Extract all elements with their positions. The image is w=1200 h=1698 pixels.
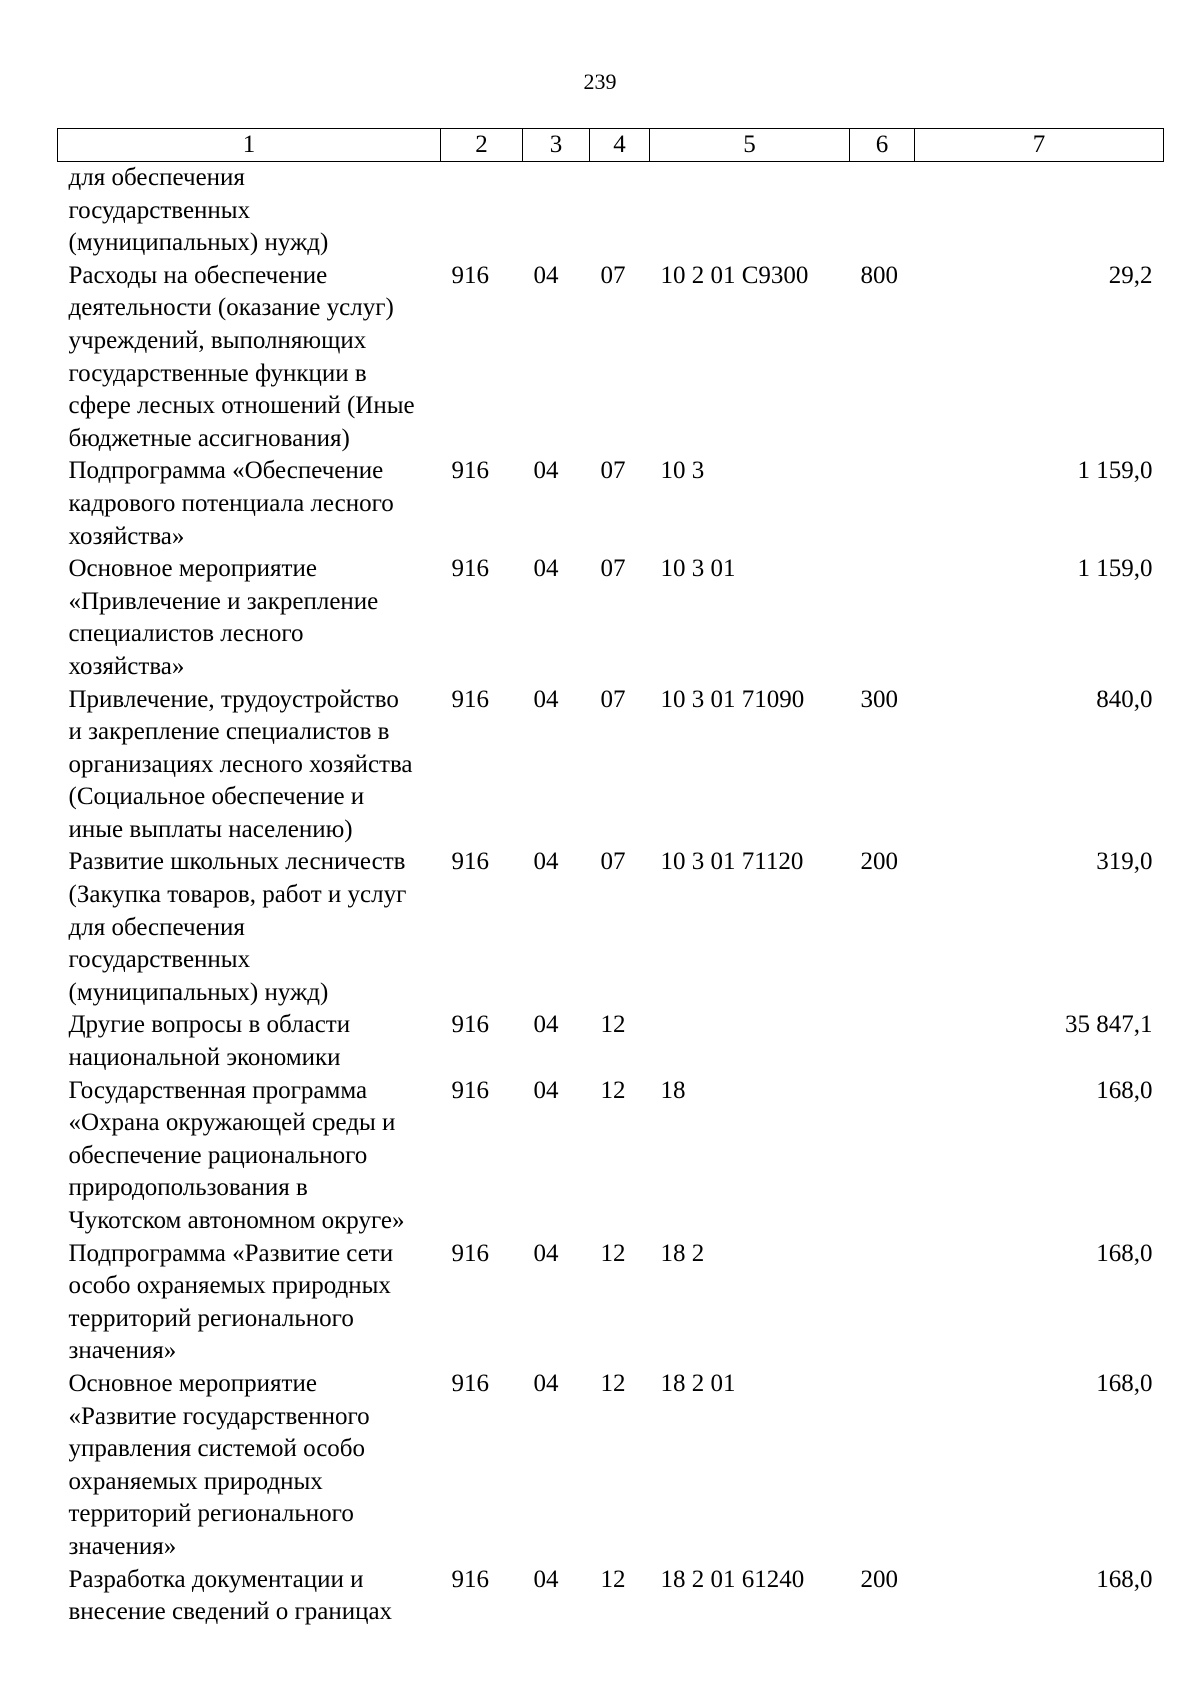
subsection-code: 12 [600, 1076, 626, 1104]
column-header-3: 3 [523, 129, 590, 162]
description-line: учреждений, выполняющих [68, 326, 367, 354]
amount: 168,0 [1096, 1239, 1153, 1267]
subsection-code [590, 162, 650, 260]
expense-type-code [850, 455, 915, 553]
expense-type-code [850, 1009, 915, 1074]
table-row [58, 846, 1164, 1009]
description-line: кадрового потенциала лесного [68, 489, 394, 517]
description-line: внесение сведений о границах [68, 1598, 393, 1626]
table-body [58, 162, 1164, 1629]
row-description [58, 260, 441, 456]
section-code [523, 162, 590, 260]
expense-type-code [850, 553, 915, 683]
section-code: 04 [533, 1076, 559, 1104]
description-line: и закрепление специалистов в [68, 718, 390, 746]
description-line: значения» [68, 1337, 177, 1365]
expense-type-code: 200 [860, 1565, 898, 1593]
expense-type-code [850, 1368, 915, 1564]
section-code: 04 [533, 457, 559, 485]
table-row [58, 162, 1164, 260]
description-line: «Привлечение и закрепление [68, 587, 379, 615]
description-line: специалистов лесного [68, 620, 304, 648]
description-line: (муниципальных) нужд) [68, 229, 329, 257]
description-line: Разработка документации и [68, 1565, 364, 1593]
column-header-4: 4 [590, 129, 650, 162]
description-line: Развитие школьных лесничеств [68, 848, 406, 876]
target-item-code: 18 2 [660, 1239, 705, 1267]
row-description [58, 1368, 441, 1564]
target-item-code: 10 3 [660, 457, 705, 485]
section-code: 04 [533, 1369, 559, 1397]
column-number-row [58, 129, 1164, 162]
admin-code: 916 [451, 848, 489, 876]
admin-code: 916 [451, 1369, 489, 1397]
description-line: Подпрограмма «Обеспечение [68, 457, 384, 485]
description-line: Основное мероприятие [68, 1369, 317, 1397]
row-description [58, 846, 441, 1009]
subsection-code: 12 [600, 1239, 626, 1267]
amount: 1 159,0 [1077, 457, 1153, 485]
amount: 840,0 [1096, 685, 1153, 713]
description-line: «Охрана окружающей среды и [68, 1109, 396, 1137]
section-code: 04 [533, 1239, 559, 1267]
description-line: Другие вопросы в области [68, 1011, 351, 1039]
description-line: значения» [68, 1532, 177, 1560]
subsection-code: 07 [600, 261, 626, 289]
expense-type-code: 200 [860, 848, 898, 876]
description-line: (муниципальных) нужд) [68, 978, 329, 1006]
subsection-code: 12 [600, 1369, 626, 1397]
description-line: (Социальное обеспечение и [68, 783, 365, 811]
description-line: охраняемых природных [68, 1467, 323, 1495]
amount [915, 162, 1164, 260]
subsection-code: 07 [600, 457, 626, 485]
row-description [58, 553, 441, 683]
amount: 319,0 [1096, 848, 1153, 876]
description-line: государственных [68, 946, 251, 974]
description-line: национальной экономики [68, 1044, 341, 1072]
admin-code: 916 [451, 685, 489, 713]
description-line: государственные функции в [68, 359, 367, 387]
description-line: Государственная программа [68, 1076, 368, 1104]
amount: 168,0 [1096, 1565, 1153, 1593]
target-item-code: 10 3 01 [660, 555, 736, 583]
table-row [58, 684, 1164, 847]
row-description [58, 1009, 441, 1074]
table-row [58, 1075, 1164, 1238]
subsection-code: 07 [600, 555, 626, 583]
row-description [58, 162, 441, 260]
admin-code: 916 [451, 1239, 489, 1267]
page-number: 239 [583, 69, 617, 94]
column-header-7: 7 [915, 129, 1164, 162]
description-line: организациях лесного хозяйства [68, 750, 413, 778]
section-code: 04 [533, 261, 559, 289]
table-row [58, 260, 1164, 456]
description-line: территорий регионального [68, 1500, 354, 1528]
admin-code: 916 [451, 261, 489, 289]
row-description [58, 684, 441, 847]
section-code: 04 [533, 1011, 559, 1039]
description-line: территорий регионального [68, 1304, 354, 1332]
description-line: Основное мероприятие [68, 555, 317, 583]
admin-code: 916 [451, 1565, 489, 1593]
table-row [58, 1009, 1164, 1074]
amount: 1 159,0 [1077, 555, 1153, 583]
expense-type-code [850, 1238, 915, 1368]
description-line: обеспечение рационального [68, 1141, 368, 1169]
table-row [58, 455, 1164, 553]
description-line: Привлечение, трудоустройство [68, 685, 399, 713]
description-line: для обеспечения [68, 913, 245, 941]
row-description [58, 1564, 441, 1629]
expense-type-code [850, 1075, 915, 1238]
description-line: государственных [68, 196, 251, 224]
row-description [58, 1238, 441, 1368]
description-line: хозяйства» [68, 522, 185, 550]
amount: 29,2 [1108, 261, 1153, 289]
column-header-5: 5 [650, 129, 850, 162]
column-header-2: 2 [441, 129, 523, 162]
description-line: деятельности (оказание услуг) [68, 294, 394, 322]
description-line: хозяйства» [68, 652, 185, 680]
subsection-code: 07 [600, 685, 626, 713]
table-row [58, 1368, 1164, 1564]
expense-type-code: 300 [860, 685, 898, 713]
target-item-code [650, 1009, 850, 1074]
row-description [58, 455, 441, 553]
subsection-code: 07 [600, 848, 626, 876]
target-item-code: 18 2 01 61240 [660, 1565, 805, 1593]
section-code: 04 [533, 555, 559, 583]
table-row [58, 553, 1164, 683]
admin-code: 916 [451, 1011, 489, 1039]
target-item-code: 18 2 01 [660, 1369, 736, 1397]
description-line: бюджетные ассигнования) [68, 424, 350, 452]
amount: 168,0 [1096, 1369, 1153, 1397]
target-item-code [650, 162, 850, 260]
amount: 35 847,1 [1065, 1011, 1153, 1039]
expense-type-code: 800 [860, 261, 898, 289]
column-header-6: 6 [850, 129, 915, 162]
column-header-1: 1 [58, 129, 441, 162]
description-line: сфере лесных отношений (Иные [68, 392, 415, 420]
section-code: 04 [533, 685, 559, 713]
description-line: Расходы на обеспечение [68, 261, 328, 289]
section-code: 04 [533, 1565, 559, 1593]
description-line: (Закупка товаров, работ и услуг [68, 881, 407, 909]
target-item-code: 10 3 01 71090 [660, 685, 805, 713]
description-line: Чукотском автономном округе» [68, 1207, 405, 1234]
target-item-code: 10 2 01 С9300 [660, 261, 809, 289]
table-row [58, 1564, 1164, 1629]
subsection-code: 12 [600, 1011, 626, 1039]
description-line: иные выплаты населению) [68, 815, 353, 843]
description-line: природопользования в [68, 1174, 308, 1202]
description-line: особо охраняемых природных [68, 1272, 391, 1300]
description-line: управления системой особо [68, 1435, 366, 1463]
amount: 168,0 [1096, 1076, 1153, 1104]
description-line: для обеспечения [68, 164, 245, 191]
description-line: «Развитие государственного [68, 1402, 370, 1430]
section-code: 04 [533, 848, 559, 876]
target-item-code: 10 3 01 71120 [660, 848, 804, 876]
budget-table [57, 128, 1164, 1629]
admin-code: 916 [451, 457, 489, 485]
admin-code: 916 [451, 555, 489, 583]
target-item-code: 18 [660, 1076, 686, 1104]
table-row [58, 1238, 1164, 1368]
row-description [58, 1075, 441, 1238]
expense-type-code [850, 162, 915, 260]
description-line: Подпрограмма «Развитие сети [68, 1239, 394, 1267]
admin-code: 916 [451, 1076, 489, 1104]
admin-code [441, 162, 523, 260]
subsection-code: 12 [600, 1565, 626, 1593]
